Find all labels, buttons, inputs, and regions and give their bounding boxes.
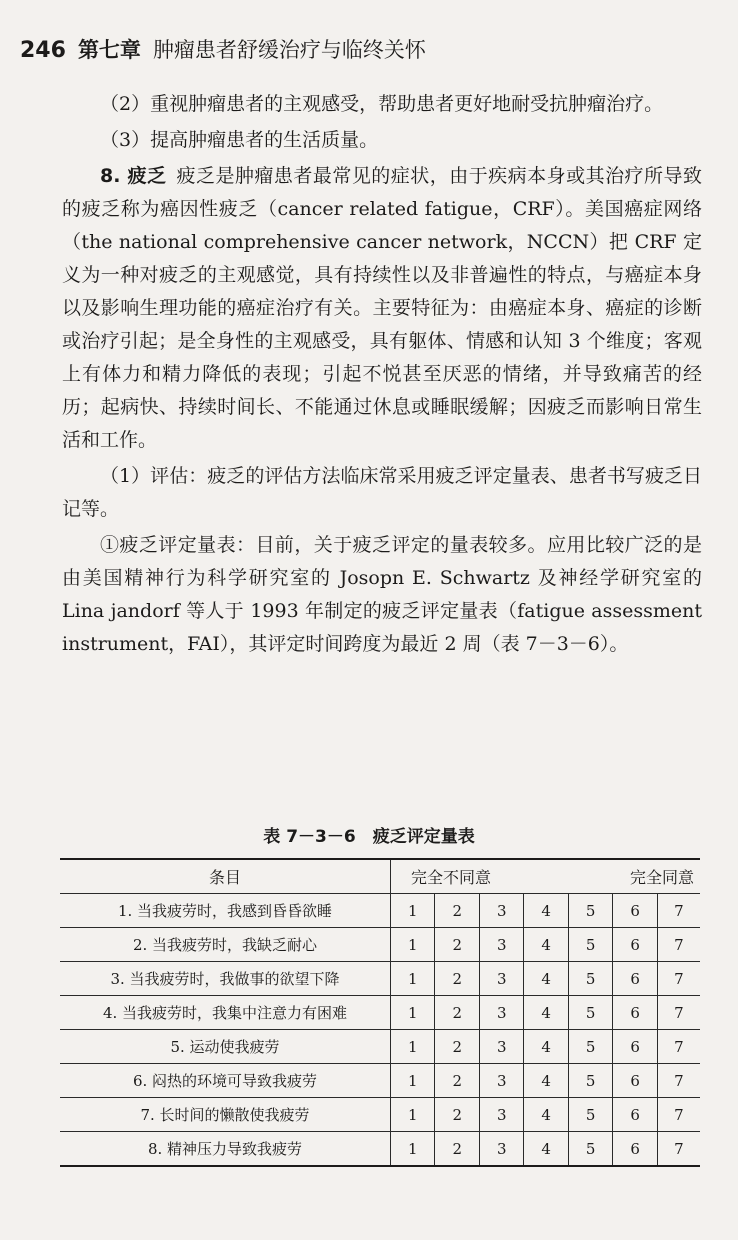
row-item: 6. 闷热的环境可导致我疲劳 (60, 1064, 391, 1098)
scale-value: 2 (435, 928, 479, 962)
column-header-item: 条目 (60, 859, 391, 894)
scale-value: 4 (524, 1030, 568, 1064)
scale-value: 6 (613, 928, 657, 962)
table-row (60, 928, 700, 962)
row-item: 2. 当我疲劳时，我缺乏耐心 (60, 928, 391, 962)
scale-value: 1 (391, 1030, 435, 1064)
scale-value: 5 (568, 894, 612, 928)
scale-value: 3 (479, 962, 523, 996)
chapter-title: 肿瘤患者舒缓治疗与临终关怀 (152, 38, 426, 62)
scale-value: 3 (479, 894, 523, 928)
scale-value: 6 (613, 1064, 657, 1098)
row-item: 3. 当我疲劳时，我做事的欲望下降 (60, 962, 391, 996)
scale-value: 6 (613, 894, 657, 928)
scale-value: 4 (524, 1132, 568, 1167)
paragraph-3-text: 疲乏是肿瘤患者最常见的症状，由于疾病本身或其治疗所导致的疲乏称为癌因性疲乏（cancer related fatigue，CRF）。美国癌症网络（the national comprehensive cancer network，NCCN）把 CRF 定义为一种对疲乏的主观感觉，具有持续性以及非普遍性的特点，与癌症本身以及影响生理功能的癌症治疗有关。主要特征为：由癌症本身、癌症的诊断或治疗引起；是全身性的主观感受，具有躯体、情感和认知 3 个维度；客观上有体力和精力降低的表现；引起不悦甚至厌恶的情绪，并导致痛苦的经历；起病快、持续时间长、不能通过休息或睡眠缓解；因疲乏而影响日常生活和工作。 (62, 165, 702, 451)
scale-value: 2 (435, 1064, 479, 1098)
scale-value: 2 (435, 996, 479, 1030)
scale-value: 3 (479, 1132, 523, 1167)
scale-value: 1 (391, 1098, 435, 1132)
scale-value: 4 (524, 996, 568, 1030)
scale-value: 7 (657, 1098, 700, 1132)
column-header-scale (391, 859, 701, 894)
scale-value: 6 (613, 1030, 657, 1064)
table-caption: 表 7－3－6 疲乏评定量表 (263, 827, 475, 847)
scale-value: 7 (657, 996, 700, 1030)
table-row (60, 1030, 700, 1064)
scale-value: 7 (657, 928, 700, 962)
scale-value: 3 (479, 1098, 523, 1132)
scale-value: 2 (435, 1132, 479, 1167)
scale-value: 5 (568, 962, 612, 996)
scale-value: 4 (524, 1098, 568, 1132)
scale-value: 6 (613, 1132, 657, 1167)
scale-value: 2 (435, 962, 479, 996)
scale-value: 1 (391, 894, 435, 928)
scale-value: 1 (391, 962, 435, 996)
table-row (60, 1098, 700, 1132)
paragraph-1: （2）重视肿瘤患者的主观感受，帮助患者更好地耐受抗肿瘤治疗。 (100, 93, 664, 115)
scale-value: 4 (524, 894, 568, 928)
table-row (60, 996, 700, 1030)
scale-value: 3 (479, 1030, 523, 1064)
fatigue-scale-table (60, 858, 700, 1167)
anchor-left: 完全不同意 (411, 868, 492, 887)
section-term: 8. 疲乏 (100, 165, 167, 187)
page-number: 246 (20, 38, 66, 63)
table-row (60, 1132, 700, 1167)
row-item: 8. 精神压力导致我疲劳 (60, 1132, 391, 1167)
table-header-row (60, 859, 700, 894)
scale-value: 4 (524, 928, 568, 962)
scale-value: 4 (524, 1064, 568, 1098)
scale-value: 3 (479, 1064, 523, 1098)
paragraph-4: （1）评估：疲乏的评估方法临床常采用疲乏评定量表、患者书写疲乏日记等。 (62, 465, 702, 520)
scale-value: 7 (657, 894, 700, 928)
scale-value: 5 (568, 996, 612, 1030)
scale-value: 3 (479, 996, 523, 1030)
body-text (62, 88, 702, 664)
scale-value: 6 (613, 1098, 657, 1132)
scale-value: 7 (657, 1030, 700, 1064)
table-row (60, 1064, 700, 1098)
scale-value: 1 (391, 928, 435, 962)
scale-value: 1 (391, 1132, 435, 1167)
scale-value: 1 (391, 996, 435, 1030)
scale-value: 2 (435, 894, 479, 928)
scale-value: 2 (435, 1098, 479, 1132)
scale-value: 7 (657, 1064, 700, 1098)
running-header (20, 34, 426, 64)
row-item: 1. 当我疲劳时，我感到昏昏欲睡 (60, 894, 391, 928)
scale-value: 4 (524, 962, 568, 996)
scale-value: 7 (657, 962, 700, 996)
row-item: 5. 运动使我疲劳 (60, 1030, 391, 1064)
paragraph-2: （3）提高肿瘤患者的生活质量。 (100, 129, 379, 151)
scale-value: 6 (613, 962, 657, 996)
table-row (60, 894, 700, 928)
scale-value: 5 (568, 1098, 612, 1132)
paragraph-5: ①疲乏评定量表：目前，关于疲乏评定的量表较多。应用比较广泛的是由美国精神行为科学研究室的 Josopn E. Schwartz 及神经学研究室的 Lina jandorf 等人于 1993 年制定的疲乏评定量表（fatigue assessment instrument，FAI），其评定时间跨度为最近 2 周（表 7－3－6）。 (62, 534, 702, 655)
scale-value: 3 (479, 928, 523, 962)
scale-value: 7 (657, 1132, 700, 1167)
scale-value: 6 (613, 996, 657, 1030)
scale-value: 5 (568, 1030, 612, 1064)
anchor-right: 完全同意 (629, 868, 694, 887)
row-item: 4. 当我疲劳时，我集中注意力有困难 (60, 996, 391, 1030)
scale-value: 1 (391, 1064, 435, 1098)
scale-value: 5 (568, 1132, 612, 1167)
table-row (60, 962, 700, 996)
scale-value: 5 (568, 1064, 612, 1098)
scale-value: 2 (435, 1030, 479, 1064)
chapter-label: 第七章 (77, 38, 141, 62)
paragraph-3 (62, 160, 702, 457)
scale-value: 5 (568, 928, 612, 962)
row-item: 7. 长时间的懒散使我疲劳 (60, 1098, 391, 1132)
